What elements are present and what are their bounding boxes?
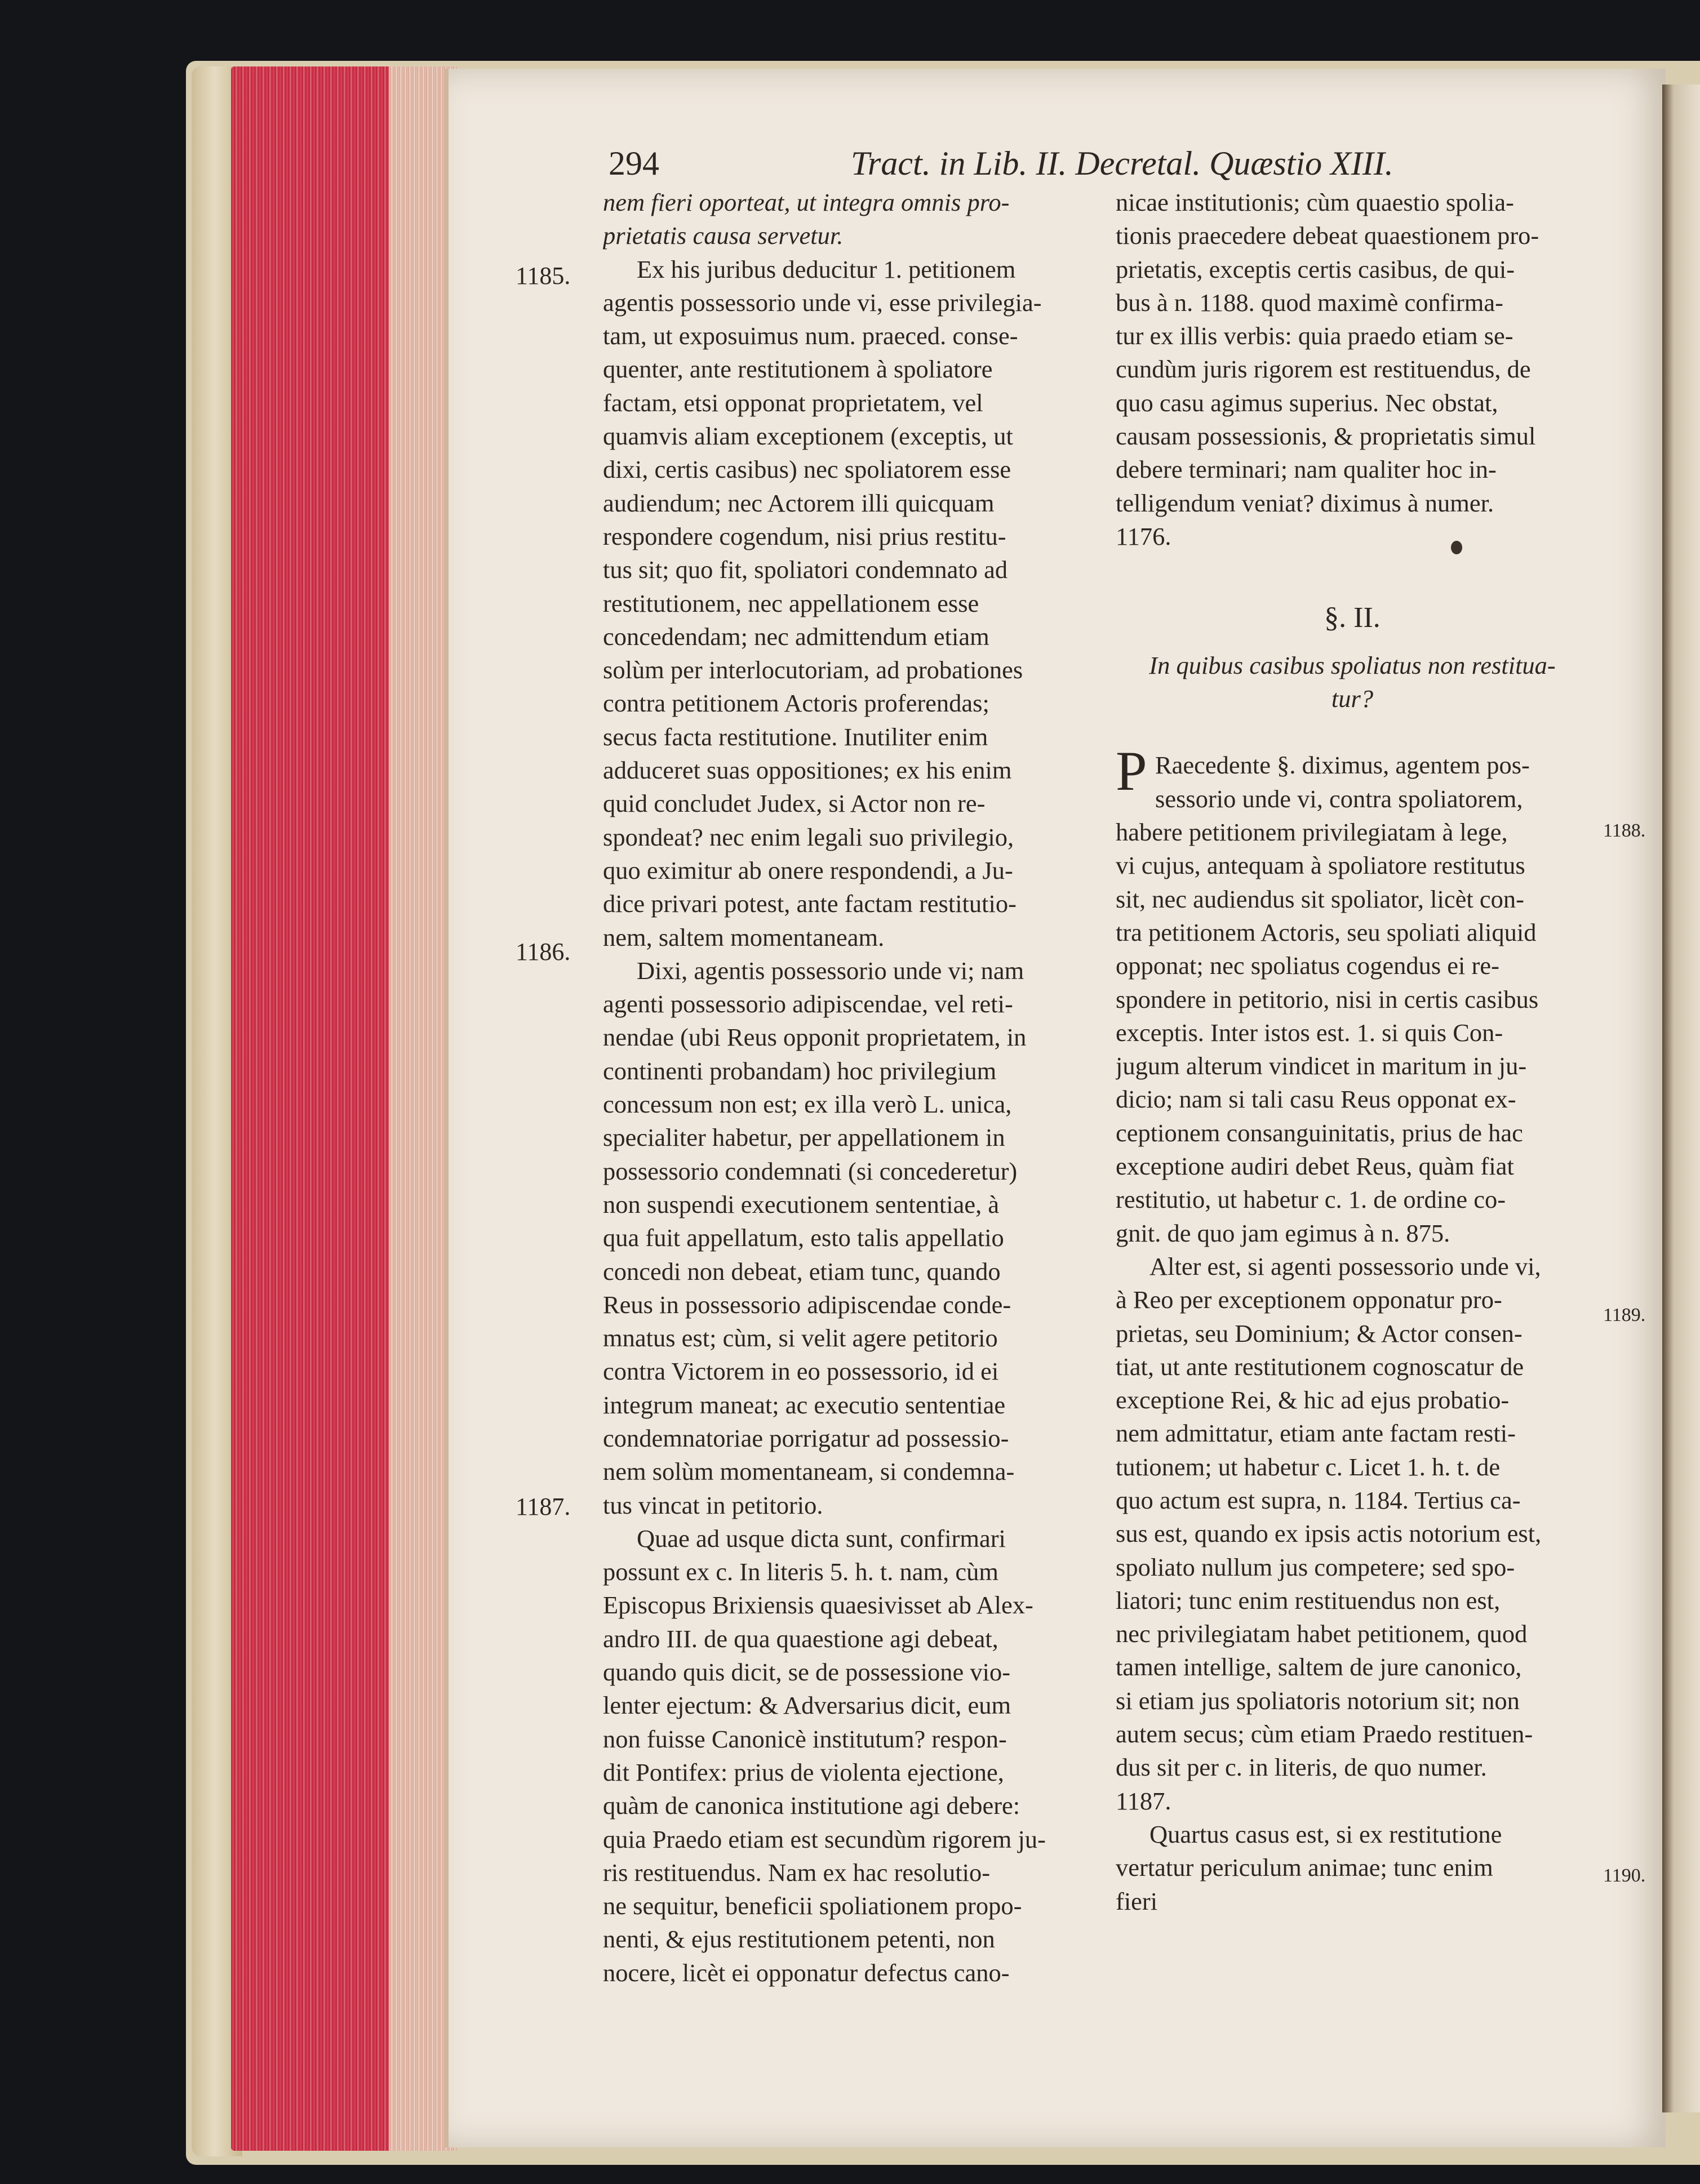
ink-spot <box>1451 541 1462 554</box>
text-line: sit, nec audiendus sit spoliator, licèt con- <box>1116 884 1524 913</box>
text-line: ris restituendus. Nam ex hac resolutio- <box>603 1858 991 1887</box>
text-line: factam, etsi opponat proprietatem, vel <box>603 388 983 417</box>
section-title-line: tur? <box>1331 684 1374 713</box>
text-line: prietas, seu Dominium; & Actor consen- <box>1116 1319 1523 1347</box>
text-line: spondere in petitorio, nisi in certis casibus <box>1116 985 1539 1013</box>
margin-number: 1189. <box>1603 1305 1646 1325</box>
text-line: 1176. <box>1116 522 1171 550</box>
text-line: debere terminari; nam qualiter hoc in- <box>1116 455 1497 484</box>
text-line: Dixi, agentis possessorio unde vi; nam <box>637 956 1024 985</box>
text-line: concessum non est; ex illa verò L. unica, <box>603 1090 1012 1119</box>
text-line: Episcopus Brixiensis quaesivisset ab Alex- <box>603 1591 1033 1620</box>
text-line: 1187. <box>1116 1786 1171 1815</box>
text-line: tus vincat in petitorio. <box>603 1491 823 1519</box>
text-line: nocere, licèt ei opponatur defectus cano- <box>603 1958 1010 1987</box>
left-column <box>603 186 1082 1990</box>
text-line: integrum maneat; ac executio sententiae <box>603 1390 1006 1419</box>
text-line: liatori; tunc enim restituendus non est, <box>1116 1586 1501 1614</box>
text-line: continenti probandam) hoc privilegium <box>603 1056 997 1085</box>
text-line: sus est, quando ex ipsis actis notorium est, <box>1116 1519 1542 1548</box>
text-line: nem admittatur, etiam ante factam resti- <box>1116 1419 1516 1448</box>
text-line: quo actum est supra, n. 1184. Tertius ca- <box>1116 1485 1521 1514</box>
text-line: secus facta restitutione. Inutiliter enim <box>603 722 988 751</box>
text-line: Quae ad usque dicta sunt, confirmari <box>637 1524 1006 1553</box>
text-line: tam, ut exposuimus num. praeced. conse- <box>603 322 1018 350</box>
text-line: quo eximitur ab onere respondendi, a Ju- <box>603 856 1013 884</box>
text-line: quàm de canonica institutione agi debere: <box>603 1791 1020 1820</box>
margin-number: 1190. <box>1603 1865 1646 1886</box>
text-line: lenter ejectum: & Adversarius dicit, eum <box>603 1691 1011 1720</box>
text-line: concedi non debeat, etiam tunc, quando <box>603 1257 1001 1286</box>
text-line: fieri <box>1116 1887 1158 1915</box>
text-line: solùm per interlocutoriam, ad probationes <box>603 656 1023 684</box>
text-line: tutionem; ut habetur c. Licet 1. h. t. de <box>1116 1452 1501 1481</box>
text-line: Alter est, si agenti possessorio unde vi, <box>1149 1252 1541 1280</box>
text-line: causam possessionis, & proprietatis simul <box>1116 422 1536 451</box>
text-line: nem, saltem momentaneam. <box>603 923 885 951</box>
text-line: ne sequitur, beneficii spoliationem propo- <box>603 1892 1022 1920</box>
text-line: cundùm juris rigorem est restituendus, de <box>1116 355 1531 384</box>
text-line: si etiam jus spoliatoris notorium sit; non <box>1116 1686 1520 1715</box>
text-line: tra petitionem Actoris, seu spoliati aliquid <box>1116 918 1537 946</box>
text-line: agentis possessorio unde vi, esse privilegia- <box>603 288 1042 317</box>
margin-number: 1186. <box>516 938 571 966</box>
text-line: concedendam; nec admittendum etiam <box>603 622 989 651</box>
text-line: quid concludet Judex, si Actor non re- <box>603 789 986 818</box>
text-line: andro III. de qua quaestione agi debeat, <box>603 1624 998 1653</box>
text-line: tur ex illis verbis: quia praedo etiam se- <box>1116 322 1513 350</box>
text-line: condemnatoriae porrigatur ad possessio- <box>603 1424 1009 1452</box>
text-line: à Reo per exceptionem opponatur pro- <box>1116 1286 1502 1314</box>
text-line: spondeat? nec enim legali suo privilegio, <box>603 822 1014 851</box>
text-line: possunt ex c. In literis 5. h. t. nam, cùm <box>603 1558 999 1586</box>
text-line: Reus in possessorio adipiscendae conde- <box>603 1290 1011 1319</box>
right-column <box>1116 186 1589 1918</box>
text-line: nem solùm momentaneam, si condemna- <box>603 1457 1015 1486</box>
text-line: quamvis aliam exceptionem (exceptis, ut <box>603 422 1013 451</box>
text-line: agenti possessorio adipiscendae, vel reti- <box>603 990 1013 1018</box>
page-number: 294 <box>609 145 659 182</box>
text-line: quia Praedo etiam est secundùm rigorem ju- <box>603 1825 1046 1853</box>
text-line: audiendum; nec Actorem illi quicquam <box>603 488 995 517</box>
text-line: non fuisse Canonicè institutum? respon- <box>603 1724 1007 1753</box>
text-line: dicio; nam si tali casu Reus opponat ex- <box>1116 1085 1516 1114</box>
text-line: exceptione audiri debet Reus, quàm fiat <box>1116 1152 1514 1181</box>
text-line: quenter, ante restitutionem à spoliatore <box>603 355 993 384</box>
text-line: Raecedente §. diximus, agentem pos- <box>1155 751 1530 780</box>
text-line: opponat; nec spoliatus cogendus ei re- <box>1116 951 1499 980</box>
text-line: nendae (ubi Reus opponit proprietatem, in <box>603 1023 1027 1052</box>
text-line: dus sit per c. in literis, de quo numer. <box>1116 1753 1487 1782</box>
text-line: bus à n. 1188. quod maximè confirma- <box>1116 288 1503 317</box>
text-line: vertatur periculum animae; tunc enim <box>1116 1853 1493 1882</box>
section-mark: §. II. <box>1324 601 1381 634</box>
margin-number: 1188. <box>1603 820 1646 841</box>
text-line: dice privari potest, ante factam restitutio- <box>603 889 1017 918</box>
running-head <box>609 141 1393 186</box>
text-line: exceptis. Inter istos est. 1. si quis Con- <box>1116 1018 1503 1047</box>
text-line: nem fieri oporteat, ut integra omnis pro- <box>603 188 1010 216</box>
margin-number: 1187. <box>516 1493 571 1520</box>
running-title: Tract. in Lib. II. Decretal. Quæstio XIII. <box>851 145 1393 182</box>
text-line: nenti, & ejus restitutionem petenti, non <box>603 1925 995 1954</box>
text-line: autem secus; cùm etiam Praedo restituen- <box>1116 1720 1533 1749</box>
drop-cap: P <box>1116 740 1147 803</box>
text-line: tus sit; quo fit, spoliatori condemnato ad <box>603 555 1008 584</box>
text-line: dixi, certis casibus) nec spoliatorem esse <box>603 455 1011 484</box>
text-line: nicae institutionis; cùm quaestio spolia- <box>1116 188 1514 216</box>
text-line: quando quis dicit, se de possessione vio- <box>603 1658 1011 1687</box>
text-line: sessorio unde vi, contra spoliatorem, <box>1155 784 1523 813</box>
text-line: spoliato nullum jus competere; sed spo- <box>1116 1553 1515 1581</box>
paragraph-second-line <box>1116 782 1589 816</box>
text-line: vi cujus, antequam à spoliatore restitutus <box>1116 851 1525 880</box>
text-line: respondere cogendum, nisi prius restitu- <box>603 522 1006 550</box>
text-line: specialiter habetur, per appellationem in <box>603 1123 1005 1152</box>
text-line: Ex his juribus deducitur 1. petitionem <box>637 255 1016 283</box>
text-line: nec privilegiatam habet petitionem, quod <box>1116 1620 1528 1648</box>
text-line: mnatus est; cùm, si velit agere petitorio <box>603 1324 998 1353</box>
text-line: dit Pontifex: prius de violenta ejectione, <box>603 1758 1004 1786</box>
text-line: tiat, ut ante restitutionem cognoscatur de <box>1116 1352 1524 1381</box>
text-line: contra Victorem in eo possessorio, id ei <box>603 1357 999 1386</box>
text-line: gnit. de quo jam egimus à n. 875. <box>1116 1218 1450 1247</box>
text-line: tionis praecedere debeat quaestionem pro- <box>1116 221 1539 250</box>
text-line: Quartus casus est, si ex restitutione <box>1149 1820 1502 1848</box>
text-line: prietatis, exceptis certis casibus, de qui- <box>1116 255 1515 283</box>
text-line: quo casu agimus superius. Nec obstat, <box>1116 388 1498 417</box>
text-line: tamen intellige, saltem de jure canonico, <box>1116 1653 1522 1682</box>
text-line: non suspendi executionem sententiae, à <box>603 1190 1000 1218</box>
text-line: ceptionem consanguinitatis, prius de hac <box>1116 1118 1523 1147</box>
text-line: restitutionem, nec appellationem esse <box>603 589 979 617</box>
section-title-line: In quibus casibus spoliatus non restitua- <box>1149 651 1556 679</box>
text-line: contra petitionem Actoris proferendas; <box>603 689 989 718</box>
text-line: restitutio, ut habetur c. 1. de ordine co- <box>1116 1185 1506 1214</box>
text-line: jugum alterum vindicet in maritum in ju- <box>1116 1052 1527 1080</box>
text-line: telligendum veniat? diximus à numer. <box>1116 488 1494 517</box>
text-line: habere petitionem privilegiatam à lege, <box>1116 818 1508 847</box>
margin-number: 1185. <box>516 262 571 290</box>
text-line: qua fuit appellatum, esto talis appellatio <box>603 1224 1004 1252</box>
text-line: possessorio condemnati (si concederetur) <box>603 1157 1018 1185</box>
text-line: prietatis causa servetur. <box>603 221 844 250</box>
text-line: adduceret suas oppositiones; ex his enim <box>603 756 1012 785</box>
facing-page-edge <box>1662 84 1700 2112</box>
text-line: exceptione Rei, & hic ad ejus probatio- <box>1116 1386 1510 1415</box>
